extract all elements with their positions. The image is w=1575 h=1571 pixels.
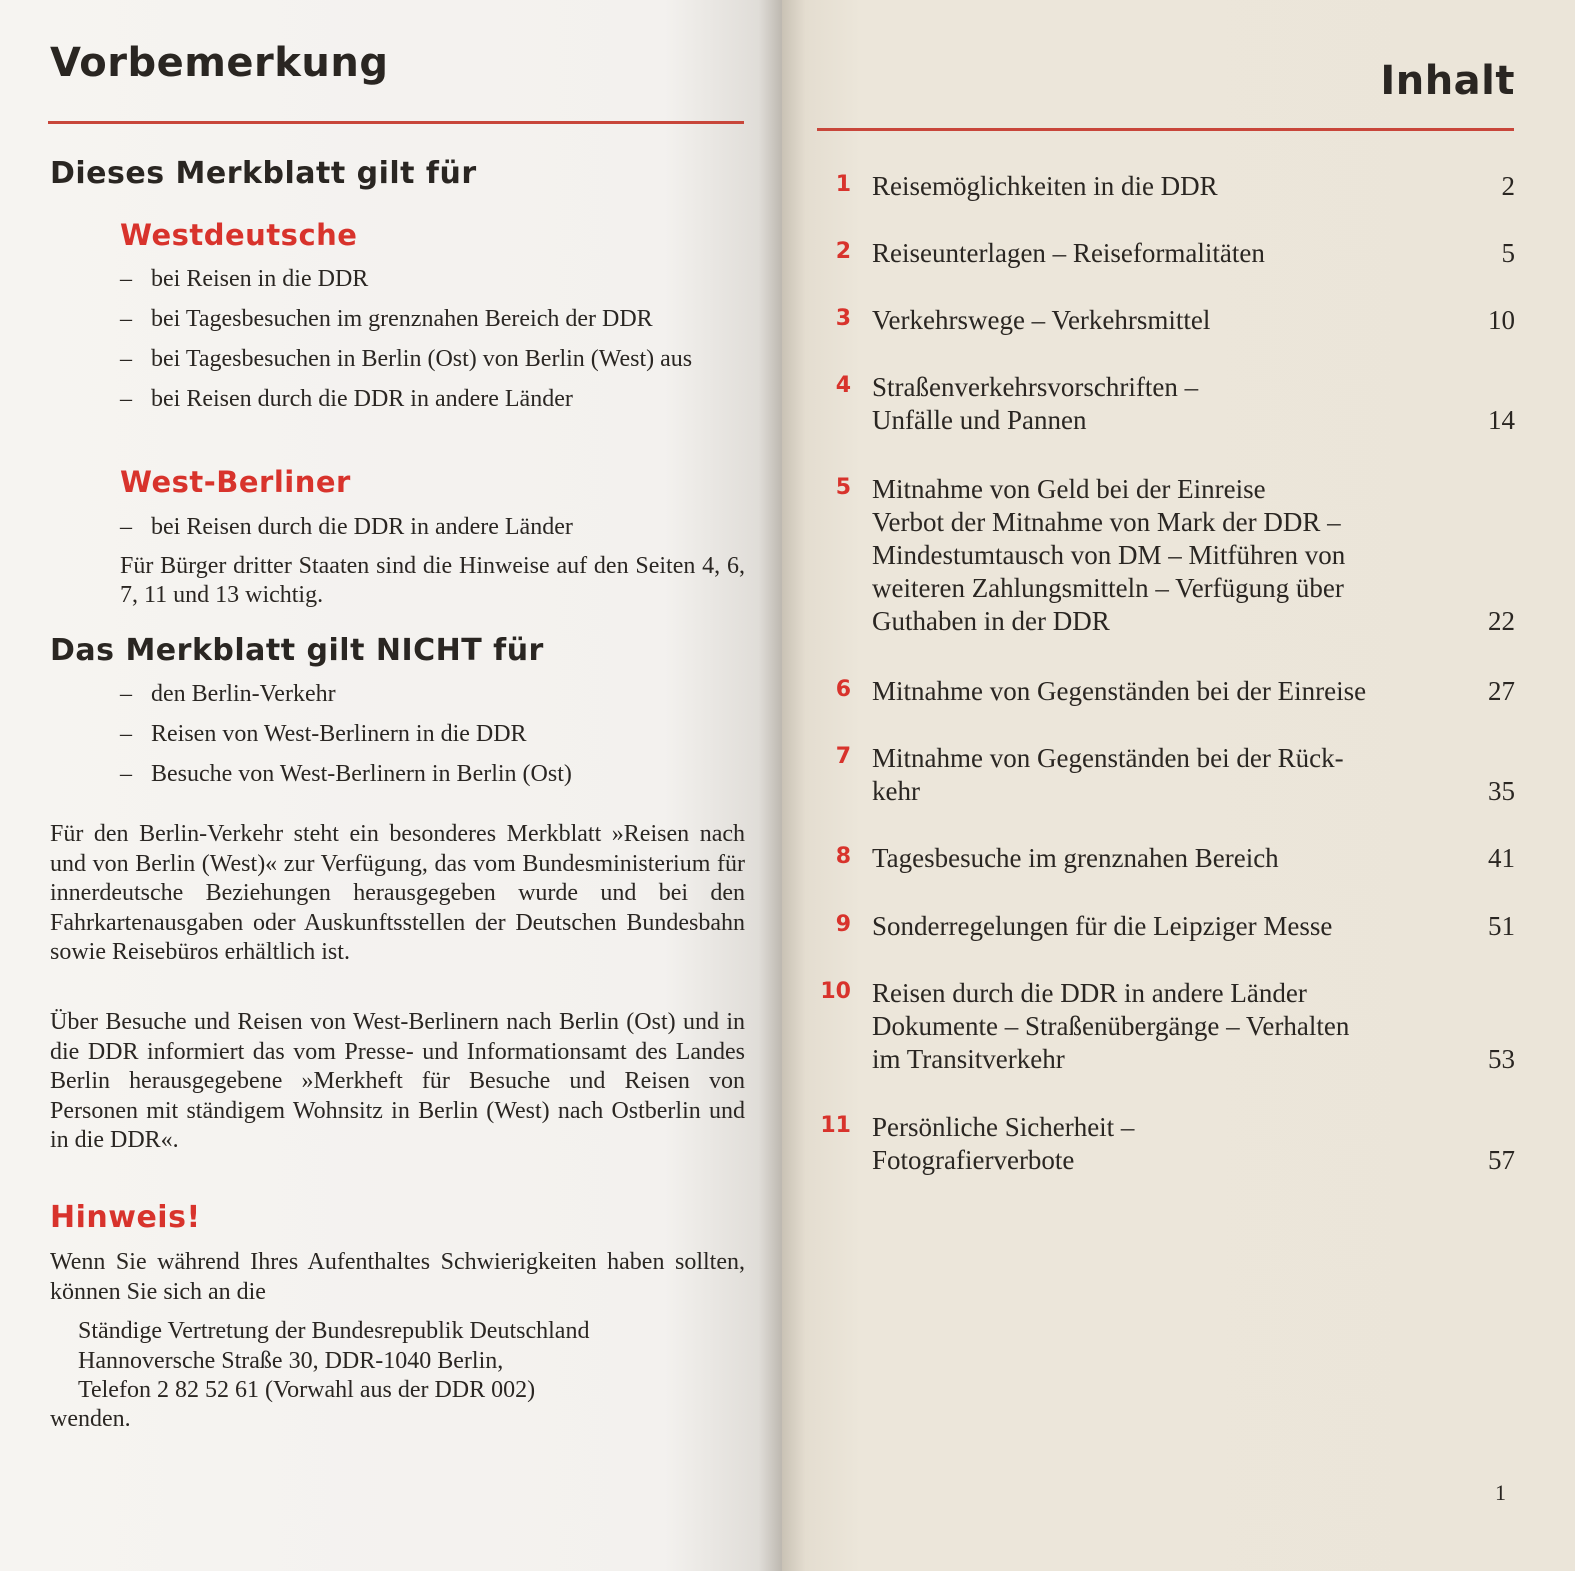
- toc-chapter-title: [872, 304, 1452, 337]
- toc-title-line: Mitnahme von Gegenständen bei der Einreise: [872, 676, 1367, 706]
- list-item: – bei Tagesbesuchen in Berlin (Ost) von Berlin (West) aus: [120, 345, 750, 374]
- list-item: – bei Reisen durch die DDR in andere Länder: [120, 513, 750, 542]
- list-item: – bei Tagesbesuchen im grenznahen Bereich der DDR: [120, 305, 750, 334]
- toc-chapter-number: 4: [835, 373, 851, 398]
- toc-title-line: kehr: [872, 776, 920, 806]
- toc-entry: [815, 842, 1515, 875]
- paragraph-berlin-traffic: Für den Berlin-Verkehr steht ein besonderes Merkblatt »Reisen nach und von Berlin (West)« zur Verfügung, das vom Bundesministerium für innerdeutsche Beziehungen herausgegeben wurde und bei den Fahrkartenausgaben oder Auskunftsstellen der Deutschen Bundesbahn sowie Reisebüros erhältlich ist.: [50, 821, 745, 965]
- toc-page-number: 10: [1488, 305, 1515, 335]
- toc-chapter-number: 6: [835, 677, 851, 702]
- toc-title-line: Mindestumtausch von DM – Mitführen von: [872, 540, 1346, 570]
- section-title-not-applies: Das Merkblatt gilt NICHT für: [50, 633, 544, 668]
- list-item: – den Berlin-Verkehr: [120, 680, 750, 709]
- toc-title-line: Reiseunterlagen – Reiseformalitäten: [872, 238, 1265, 268]
- toc-chapter-title: [872, 237, 1452, 270]
- toc-chapter-number: 7: [835, 744, 851, 769]
- toc-page-number: 41: [1488, 843, 1515, 873]
- toc-title-line: im Transitverkehr: [872, 1044, 1065, 1074]
- toc-title-line: Fotografierverbote: [872, 1145, 1075, 1175]
- toc-entry: [815, 170, 1515, 203]
- toc-page-number: 2: [1501, 171, 1515, 201]
- toc-title-line: Straßenverkehrsvorschriften –: [872, 372, 1199, 402]
- toc-entry: [815, 1111, 1515, 1177]
- toc-page-number: 27: [1488, 676, 1515, 706]
- toc-entry: [815, 742, 1515, 808]
- toc-chapter-number: 5: [835, 475, 851, 500]
- section-title-applies: Dieses Merkblatt gilt für: [50, 156, 477, 191]
- toc-chapter-title: [872, 1111, 1452, 1177]
- toc-title-line: Verbot der Mitnahme von Mark der DDR –: [872, 507, 1341, 537]
- toc-page-number: 53: [1488, 1044, 1515, 1074]
- toc-chapter-number: 8: [835, 844, 851, 869]
- toc-chapter-title: [872, 675, 1452, 708]
- toc-chapter-number: 11: [820, 1113, 851, 1138]
- page-title-vorbemerkung: Vorbemerkung: [50, 40, 389, 86]
- toc-entry: [815, 371, 1515, 437]
- third-states-note: Für Bürger dritter Staaten sind die Hinweise auf den Seiten 4, 6, 7, 11 und 13 wichtig.: [120, 553, 745, 608]
- toc-entry: [815, 977, 1515, 1076]
- toc-entry: [815, 910, 1515, 943]
- toc-title-line: Reisemöglichkeiten in die DDR: [872, 171, 1218, 201]
- toc-chapter-title: [872, 977, 1452, 1076]
- list-item: – Reisen von West-Berlinern in die DDR: [120, 720, 750, 749]
- toc-title-line: Reisen durch die DDR in andere Länder: [872, 978, 1307, 1008]
- toc-title-line: Dokumente – Straßenübergänge – Verhalten: [872, 1011, 1350, 1041]
- toc-page-number: 51: [1488, 911, 1515, 941]
- toc-entry: [815, 304, 1515, 337]
- toc-title-line: Guthaben in der DDR: [872, 606, 1110, 636]
- toc-entry: [815, 473, 1515, 638]
- toc-title-line: Unfälle und Pannen: [872, 405, 1087, 435]
- address-line: Ständige Vertretung der Bundesrepublik Deutschland: [78, 1318, 590, 1344]
- toc-title-line: Mitnahme von Gegenständen bei der Rück-: [872, 743, 1344, 773]
- toc-page-number: 22: [1488, 606, 1515, 636]
- page-number: 1: [1495, 1480, 1506, 1505]
- toc-page-number: 14: [1488, 405, 1515, 435]
- toc-chapter-number: 3: [835, 306, 851, 331]
- toc-page-number: 57: [1488, 1145, 1515, 1175]
- page-title-inhalt: Inhalt: [1380, 58, 1515, 104]
- toc-title-line: Sonderregelungen für die Leipziger Messe: [872, 911, 1333, 941]
- toc-page-number: 35: [1488, 776, 1515, 806]
- group-title-west-berliner: West-Berliner: [120, 465, 351, 499]
- toc-title-line: Tagesbesuche im grenznahen Bereich: [872, 843, 1279, 873]
- toc-chapter-number: 1: [835, 172, 851, 197]
- list-item: – bei Reisen in die DDR: [120, 265, 750, 294]
- paragraph-west-berliners: Über Besuche und Reisen von West-Berlinern nach Berlin (Ost) und in die DDR informiert das vom Presse- und Informationsamt des Landes Berlin herausgegebene »Merkheft für Besuche und Reisen von Personen mit ständigem Wohnsitz in Berlin (West) nach Ostberlin und in die DDR«.: [50, 1009, 745, 1153]
- toc-chapter-title: [872, 170, 1452, 203]
- toc-chapter-number: 2: [835, 239, 851, 264]
- list-item: – Besuche von West-Berlinern in Berlin (Ost): [120, 760, 750, 789]
- hint-text: Wenn Sie während Ihres Aufenthaltes Schwierigkeiten haben sollten, können Sie sich an die: [50, 1249, 745, 1305]
- hint-closing: wenden.: [50, 1406, 131, 1432]
- toc-title-line: Persönliche Sicherheit –: [872, 1112, 1135, 1142]
- toc-chapter-title: [872, 473, 1452, 638]
- list-item: – bei Reisen durch die DDR in andere Länder: [120, 385, 750, 414]
- toc-chapter-number: 9: [835, 912, 851, 937]
- toc-entry: [815, 675, 1515, 708]
- hint-title: Hinweis!: [50, 1200, 201, 1235]
- toc-chapter-title: [872, 910, 1452, 943]
- toc-chapter-title: [872, 842, 1452, 875]
- toc-chapter-title: [872, 742, 1452, 808]
- toc-title-line: weiteren Zahlungsmitteln – Verfügung über: [872, 573, 1344, 603]
- address-line: Hannoversche Straße 30, DDR-1040 Berlin,: [78, 1347, 504, 1374]
- toc-chapter-number: 10: [820, 979, 851, 1004]
- toc-chapter-title: [872, 371, 1452, 437]
- toc-title-line: Verkehrswege – Verkehrsmittel: [872, 305, 1211, 335]
- group-title-westdeutsche: Westdeutsche: [120, 218, 358, 252]
- toc-page-number: 5: [1501, 238, 1515, 268]
- toc-title-line: Mitnahme von Geld bei der Einreise: [872, 474, 1266, 504]
- address-line: Telefon 2 82 52 61 (Vorwahl aus der DDR 002): [78, 1377, 536, 1403]
- toc-entry: [815, 237, 1515, 270]
